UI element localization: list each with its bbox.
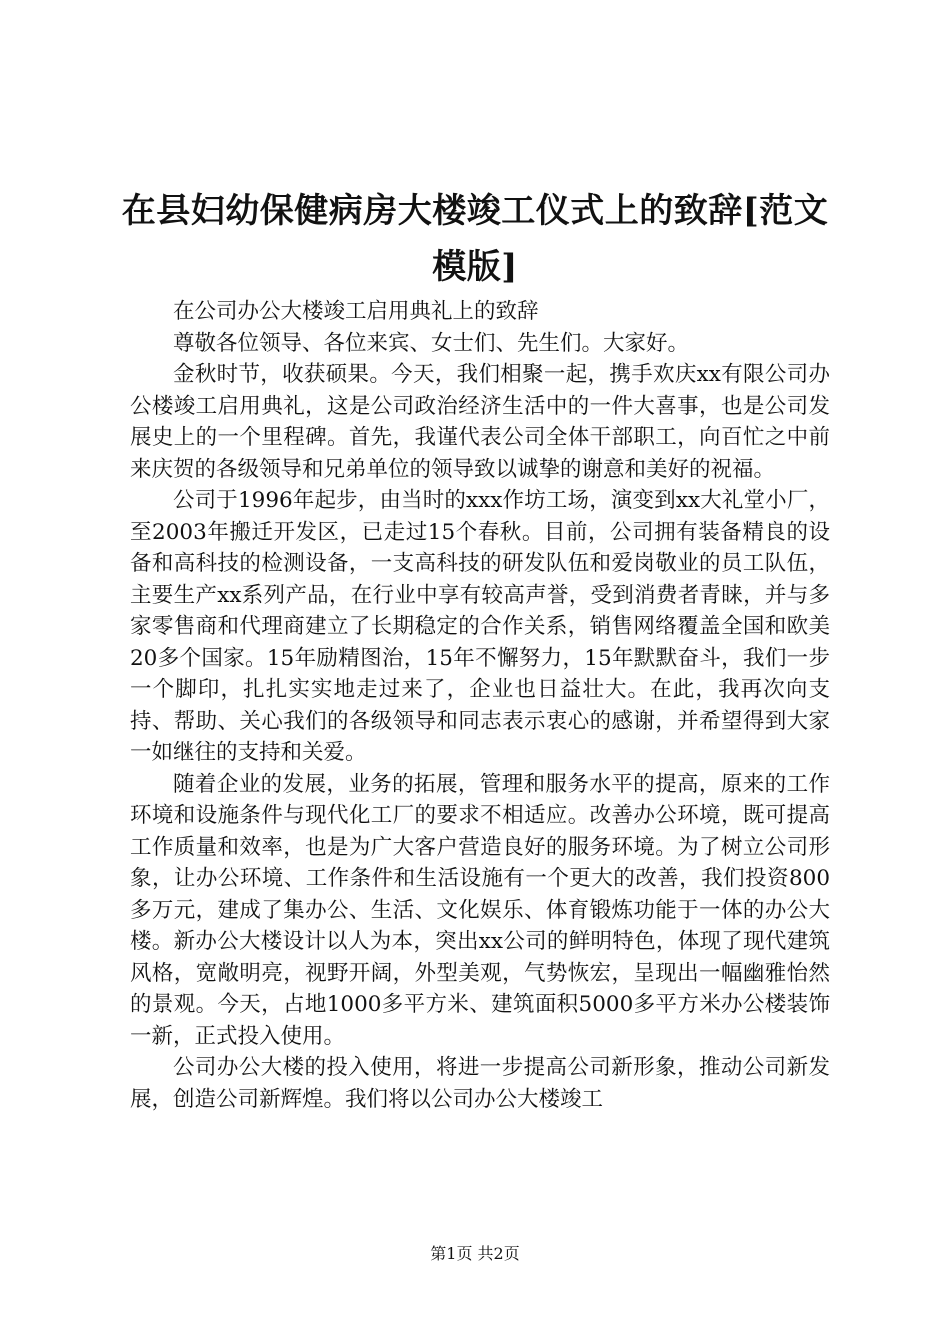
page-number: 第1页 共2页 (430, 1244, 520, 1263)
paragraph: 公司办公大楼的投入使用，将进一步提高公司新形象，推动公司新发展，创造公司新辉煌。我们将以公司办公大楼竣工 (130, 1055, 830, 1112)
document-title: 在县妇幼保健病房大楼竣工仪式上的致辞[范文模版] (121, 191, 829, 287)
paragraph: 金秋时节，收获硕果。今天，我们相聚一起，携手欢庆xx有限公司办公楼竣工启用典礼，这是公司政治经济生活中的一件大喜事，也是公司发展史上的一个里程碑。首先，我谨代表公司全体干部职工，向百忙之中前来庆贺的各级领导和兄弟单位的领导致以诚挚的谢意和美好的祝福。 (130, 362, 830, 482)
document-body (130, 296, 830, 1115)
paragraph: 公司于1996年起步，由当时的xxx作坊工场，演变到xx大礼堂小厂，至2003年搬迁开发区，已走过15个春秋。目前，公司拥有装备精良的设备和高科技的检测设备，一支高科技的研发队伍和爱岗敬业的员工队伍，主要生产xx系列产品，在行业中享有较高声誉，受到消费者青睐，并与多家零售商和代理商建立了长期稳定的合作关系，销售网络覆盖全国和欧美20多个国家。15年励精图治，15年不懈努力，15年默默奋斗，我们一步一个脚印，扎扎实实地走过来了，企业也日益壮大。在此，我再次向支持、帮助、关心我们的各级领导和同志表示衷心的感谢，并希望得到大家一如继往的支持和关爱。 (130, 488, 830, 765)
paragraph-greeting: 尊敬各位领导、各位来宾、女士们、先生们。大家好。 (173, 330, 690, 356)
paragraph: 随着企业的发展，业务的拓展，管理和服务水平的提高，原来的工作环境和设施条件与现代化工厂的要求不相适应。改善办公环境，既可提高工作质量和效率，也是为广大客户营造良好的服务环境。为了树立公司形象，让办公环境、工作条件和生活设施有一个更大的改善，我们投资800多万元，建成了集办公、生活、文化娱乐、体育锻炼功能于一体的办公大楼。新办公大楼设计以人为本，突出xx公司的鲜明特色，体现了现代建筑风格，宽敞明亮，视野开阔，外型美观，气势恢宏，呈现出一幅幽雅怡然的景观。今天，占地1000多平方米、建筑面积5000多平方米办公楼装饰一新，正式投入使用。 (130, 771, 830, 1049)
paragraph-subtitle: 在公司办公大楼竣工启用典礼上的致辞 (173, 299, 539, 324)
